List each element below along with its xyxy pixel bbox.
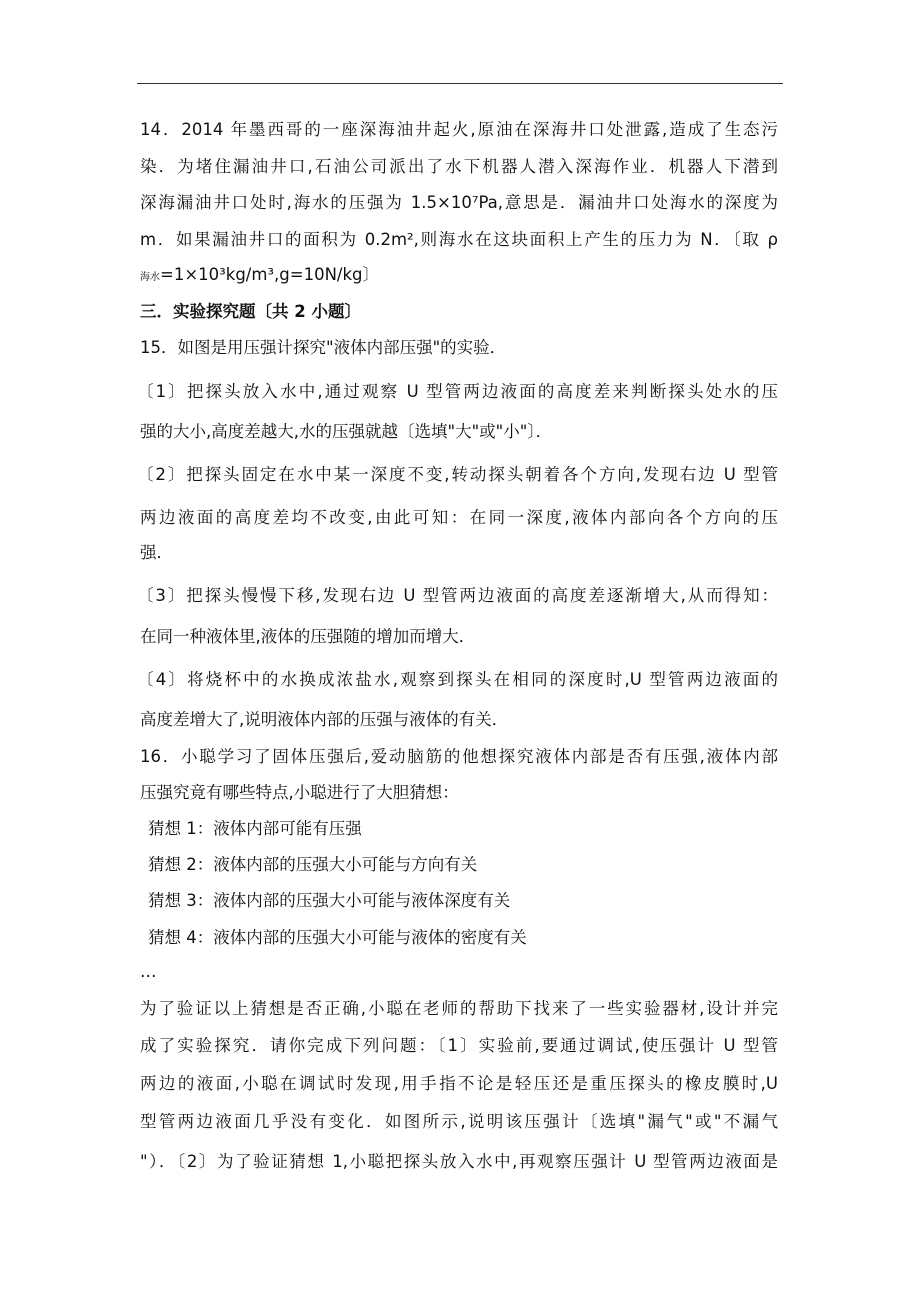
text-line: 高度差增大了,说明液体内部的压强与液体的有关． (140, 710, 509, 729)
text-line: 〔2〕把探头固定在水中某一深度不变,转动探头朝着各个方向,发现右边 U 型管 (137, 465, 778, 484)
text-line: 两边的液面,小聪在调试时发现,用手指不论是轻压还是重压探头的橡皮膜时,U (140, 1074, 778, 1093)
text-line: 在同一种液体里,液体的压强随的增加而增大． (140, 627, 476, 646)
text-line: 两边液面的高度差均不改变,由此可知：在同一深度,液体内部向各个方向的压 (140, 508, 778, 527)
text-line: 型管两边液面几乎没有变化．如图所示,说明该压强计〔选填"漏气"或"不漏气 (140, 1112, 778, 1131)
hypothesis-4: 猜想 4：液体内部的压强大小可能与液体的密度有关 (148, 928, 527, 947)
text-line: 染．为堵住漏油井口,石油公司派出了水下机器人潜入深海作业．机器人下潜到 (140, 157, 778, 176)
text-line: 深海漏油井口处时,海水的压强为 1.5×10⁷Pa,意思是．漏油井口处海水的深度为 (140, 193, 778, 212)
header-rule (137, 83, 783, 84)
text-line (140, 263, 778, 287)
text-line: 强的大小,高度差越大,水的压强就越〔选填"大"或"小"〕． (140, 422, 553, 441)
text-line: 14．2014 年墨西哥的一座深海油井起火,原油在深海井口处泄露,造成了生态污 (140, 120, 778, 139)
text-line: 强． (140, 543, 173, 562)
ellipsis: … (140, 962, 157, 981)
question-16: 16．小聪学习了固体压强后,爱动脑筋的他想探究液体内部是否有压强,液体内部 (140, 747, 778, 766)
text-line: 成了实验探究．请你完成下列问题：〔1〕实验前,要通过调试,使压强计 U 型管 (140, 1036, 778, 1055)
text-line: 为了验证以上猜想是否正确,小聪在老师的帮助下找来了一些实验器材,设计并完 (140, 999, 778, 1018)
question-15: 15．如图是用压强计探究"液体内部压强"的实验． (140, 338, 507, 357)
text-line: 〔3〕把探头慢慢下移,发现右边 U 型管两边液面的高度差逐渐增大,从而得知： (137, 586, 778, 605)
hypothesis-3: 猜想 3：液体内部的压强大小可能与液体深度有关 (148, 891, 511, 910)
hypothesis-2: 猜想 2：液体内部的压强大小可能与方向有关 (148, 855, 478, 874)
text-line: "）．〔2〕为了验证猜想 1,小聪把探头放入水中,再观察压强计 U 型管两边液面是 (140, 1152, 778, 1171)
hypothesis-1: 猜想 1：液体内部可能有压强 (148, 819, 362, 838)
section-heading: 三．实验探究题〔共 2 小题〕 (140, 302, 361, 321)
text-line: m．如果漏油井口的面积为 0.2m²,则海水在这块面积上产生的压力为 N．〔取 ρ (140, 230, 778, 249)
subscript: 海水 (140, 272, 160, 283)
text-line: 〔1〕把探头放入水中,通过观察 U 型管两边液面的高度差来判断探头处水的压 (137, 382, 778, 401)
text-line: 压强究竟有哪些特点,小聪进行了大胆猜想： (140, 783, 459, 802)
text-line: 〔4〕将烧杯中的水换成浓盐水,观察到探头在相同的深度时,U 型管两边液面的 (137, 670, 778, 689)
formula-text: =1×10³kg/m³,g=10N/kg〕 (160, 265, 380, 284)
